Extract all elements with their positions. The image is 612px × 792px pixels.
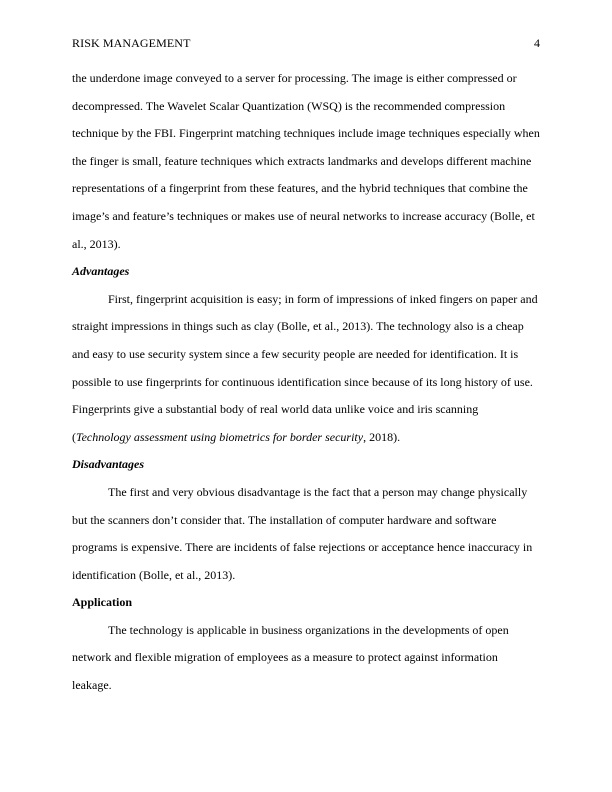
document-body — [72, 65, 540, 700]
text-line: and easy to use security system since a few security people are needed for identification. It is — [72, 346, 519, 361]
text-line: The first and very obvious disadvantage is the fact that a person may change physically — [108, 484, 528, 499]
text-line: straight impressions in things such as clay (Bolle, et al., 2013). The technology also is a cheap — [72, 319, 524, 334]
section-heading-application: Application — [72, 595, 133, 610]
section-heading-advantages: Advantages — [72, 264, 130, 279]
text-line: decompressed. The Wavelet Scalar Quantization (WSQ) is the recommended compression — [72, 98, 506, 113]
paragraph-application — [72, 617, 540, 700]
text-line: identification (Bolle, et al., 2013). — [72, 567, 236, 582]
text-line: but the scanners don’t consider that. The installation of computer hardware and software — [72, 512, 497, 527]
text-line: representations of a fingerprint from these features, and the hybrid techniques that combine the — [72, 181, 528, 196]
text-line: leakage. — [72, 678, 112, 693]
text-line: possible to use fingerprints for continuous identification since because of its long history of use. — [72, 374, 533, 389]
text-line: the underdone image conveyed to a server for processing. The image is either compressed or — [72, 71, 517, 85]
text-line: the finger is small, feature techniques which extracts landmarks and develops different machine — [72, 153, 532, 168]
paragraph-intro — [72, 65, 540, 258]
text-line: Fingerprints give a substantial body of real world data unlike voice and iris scanning — [72, 402, 479, 417]
running-header — [72, 36, 540, 52]
text-line: image’s and feature’s techniques or makes use of neural networks to increase accuracy (Bolle, et — [72, 208, 535, 223]
citation-close: , 2018). — [363, 429, 401, 444]
citation-open: ( — [72, 429, 76, 444]
citation-line — [72, 424, 540, 452]
section-heading-disadvantages: Disadvantages — [72, 457, 144, 472]
text-line: First, fingerprint acquisition is easy; in form of impressions of inked fingers on paper and — [108, 291, 538, 306]
text-line: technique by the FBI. Fingerprint matching techniques include image techniques especially when — [72, 126, 540, 141]
text-line: The technology is applicable in business organizations in the developments of open — [108, 622, 509, 637]
citation-title: Technology assessment using biometrics for border security — [76, 429, 364, 444]
paragraph-advantages — [72, 286, 540, 452]
header-title: RISK MANAGEMENT — [72, 36, 191, 50]
text-line: programs is expensive. There are incidents of false rejections or acceptance hence inaccuracy in — [72, 540, 533, 555]
paragraph-disadvantages — [72, 479, 540, 589]
text-line: al., 2013). — [72, 236, 121, 251]
text-line: network and flexible migration of employees as a measure to protect against information — [72, 650, 498, 665]
page-number: 4 — [534, 36, 540, 50]
